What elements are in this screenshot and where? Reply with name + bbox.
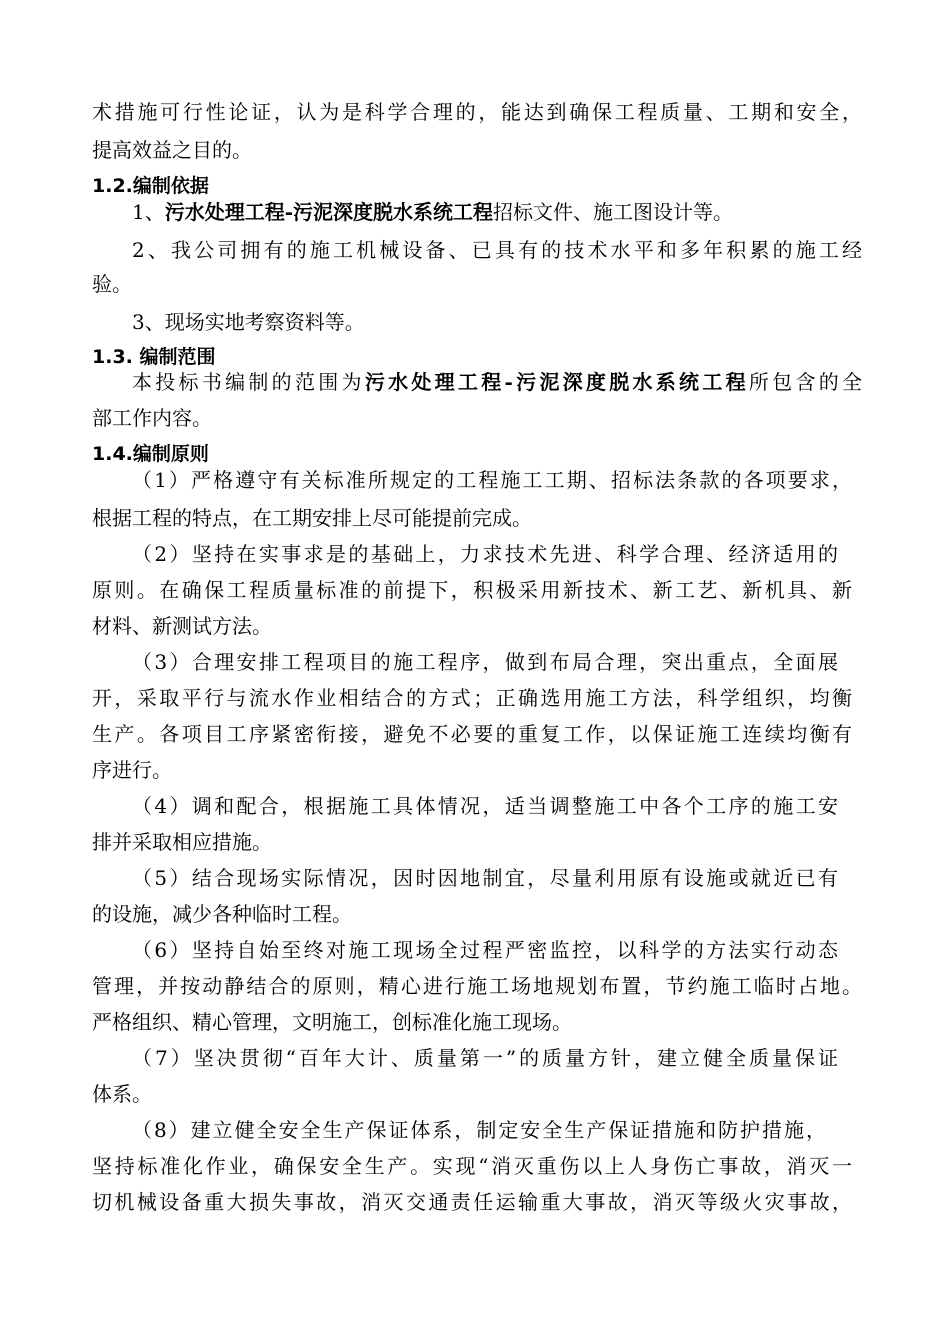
body-line: （4）调和配合，根据施工具体情况，适当调整施工中各个工序的施工安 [132,794,838,818]
body-line: 切机械设备重大损失事故，消灭交通责任运输重大事故，消灭等级火灾事故， [92,1190,852,1214]
scope-text: 本投标书编制的范围为 [132,370,365,394]
body-line: 验。 [92,272,132,296]
body-line [132,236,862,264]
body-line: 部工作内容。 [92,406,212,430]
section-heading: 1.2.编制依据 [92,175,209,197]
body-line: 生产。各项目工序紧密衔接，避免不必要的重复工作，以保证施工连续均衡有 [92,722,852,746]
body-line: 术措施可行性论证，认为是科学合理的，能达到确保工程质量、工期和安全， [92,100,862,124]
scope-line [132,368,862,396]
body-line: 提高效益之目的。 [92,138,252,162]
project-name-bold: 污水处理工程-污泥深度脱水系统工程 [164,200,494,224]
body-line: 原则。在确保工程质量标准的前提下，积极采用新技术、新工艺、新机具、新 [92,578,852,602]
body-line: （3）合理安排工程项目的施工程序，做到布局合理，突出重点，全面展 [132,650,838,674]
section-heading: 1.4.编制原则 [92,443,209,465]
body-line: 体系。 [92,1082,152,1106]
body-line: 材料、新测试方法。 [92,614,272,638]
body-line: （2）坚持在实事求是的基础上，力求技术先进、科学合理、经济适用的 [132,542,838,566]
body-line: （8）建立健全安全生产保证体系，制定安全生产保证措施和防护措施， [132,1118,826,1142]
section-heading: 1.3. 编制范围 [92,346,216,368]
body-line: 坚持标准化作业，确保安全生产。实现“消灭重伤以上人身伤亡事故，消灭一 [92,1154,852,1178]
scope-text: 所包含的全 [748,370,863,394]
body-line: 的设施，减少各种临时工程。 [92,902,352,926]
basis-item-1 [132,198,902,226]
project-name-bold: 污水处理工程-污泥深度脱水系统工程 [364,370,749,394]
body-line: 管理，并按动静结合的原则，精心进行施工场地规划布置，节约施工临时占地。 [92,974,862,998]
body-line: 根据工程的特点，在工期安排上尽可能提前完成。 [92,506,532,530]
body-line: 开，采取平行与流水作业相结合的方式；正确选用施工方法，科学组织，均衡 [92,686,852,710]
body-text: 2、我公司拥有的施工机械设备、已具有的技术水平和多年积累的施工经 [132,238,862,262]
body-line: （6）坚持自始至终对施工现场全过程严密监控，以科学的方法实行动态 [132,938,838,962]
body-line: （1）严格遵守有关标准所规定的工程施工工期、招标法条款的各项要求， [132,468,852,492]
body-line: 排并采取相应措施。 [92,830,272,854]
body-line: （5）结合现场实际情况，因时因地制宜，尽量利用原有设施或就近已有 [132,866,838,890]
body-line: 3、现场实地考察资料等。 [132,310,365,334]
body-line: 序进行。 [92,758,172,782]
body-line: 严格组织、精心管理，文明施工，创标准化施工现场。 [92,1010,572,1034]
item-text: 招标文件、施工图设计等。 [493,200,734,224]
body-line: （7）坚决贯彻“百年大计、质量第一”的质量方针，建立健全质量保证 [132,1046,838,1070]
item-number: 1、 [132,200,165,224]
